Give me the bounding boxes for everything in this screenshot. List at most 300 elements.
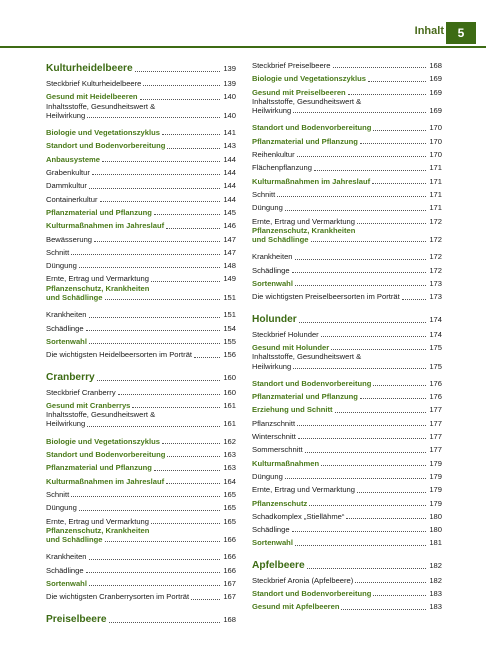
dot-leader — [71, 496, 220, 497]
toc-page-number: 143 — [223, 141, 236, 151]
dot-leader — [373, 130, 426, 131]
toc-page-number: 145 — [223, 207, 236, 217]
toc-entry-title: Die wichtigsten Heidelbeersorten im Porträt — [46, 350, 193, 360]
toc-entry-title: Steckbrief Holunder — [252, 329, 319, 339]
toc-entry-title-line2 — [46, 293, 236, 302]
toc-entry[interactable] — [252, 572, 442, 585]
toc-entry-title: Pflanzmaterial und Pflanzung — [46, 207, 152, 217]
dot-leader — [162, 443, 220, 444]
toc-page-number: 179 — [429, 498, 442, 508]
toc-entry[interactable] — [46, 473, 236, 486]
toc-page-number: 174 — [429, 329, 442, 339]
toc-entry-title: Düngung — [252, 203, 283, 213]
toc-entry[interactable] — [252, 133, 442, 146]
dot-leader — [295, 259, 426, 260]
toc-entry[interactable] — [46, 217, 236, 230]
dot-leader — [102, 161, 220, 162]
dot-leader — [118, 394, 220, 395]
toc-entry[interactable] — [46, 164, 236, 177]
toc-entry[interactable] — [46, 459, 236, 472]
toc-entry[interactable] — [252, 521, 442, 534]
dot-leader — [154, 214, 220, 215]
dot-leader — [97, 380, 220, 381]
dot-leader — [79, 267, 220, 268]
dot-leader — [357, 223, 426, 224]
toc-entry-title: Reihenkultur — [252, 150, 295, 160]
toc-entry-title: Standort und Bodenvorbereitung — [252, 378, 372, 388]
toc-entry-title: Krankheiten — [46, 310, 87, 320]
toc-entry[interactable] — [46, 548, 236, 561]
toc-entry[interactable] — [252, 481, 442, 494]
toc-page-number: 166 — [223, 535, 236, 545]
toc-page-number: 172 — [429, 265, 442, 275]
dot-leader — [162, 134, 220, 135]
toc-page-number: 177 — [429, 418, 442, 428]
toc-page-number: 146 — [223, 221, 236, 231]
toc-entry-title: Standort und Bodenvorbereitung — [252, 123, 372, 133]
dot-leader — [92, 174, 220, 175]
dot-leader — [402, 299, 426, 300]
dot-leader — [151, 523, 220, 524]
toc-entry-title: Pflanzenschutz, Krankheiten — [46, 525, 150, 535]
toc-page-number: 154 — [223, 323, 236, 333]
toc-entry[interactable] — [252, 534, 442, 547]
dot-leader — [89, 188, 220, 189]
toc-entry-title: Kulturmaßnahmen im Jahreslauf — [252, 176, 371, 186]
toc-page-number: 148 — [223, 261, 236, 271]
toc-entry-title: Pflanzmaterial und Pflanzung — [46, 463, 152, 473]
toc-entry[interactable] — [46, 284, 236, 307]
dot-leader — [285, 210, 426, 211]
toc-entry-title-line2 — [252, 106, 442, 115]
toc-page-number: 173 — [429, 292, 442, 302]
toc-entry[interactable] — [46, 177, 236, 190]
toc-page-number: 139 — [223, 79, 236, 88]
toc-entry-title: Biologie und Vegetationszyklus — [252, 74, 366, 84]
toc-page-number: 175 — [429, 361, 442, 371]
toc-entry[interactable] — [46, 75, 236, 88]
toc-entry[interactable] — [46, 433, 236, 446]
toc-page-number: 163 — [223, 463, 236, 473]
page-header — [0, 22, 486, 44]
toc-entry[interactable] — [46, 526, 236, 549]
toc-entry-title: Inhaltsstoffe, Gesundheitswert & — [252, 96, 362, 106]
toc-entry[interactable] — [252, 199, 442, 212]
toc-entry[interactable] — [252, 70, 442, 83]
toc-entry[interactable] — [46, 306, 236, 319]
toc-entry[interactable] — [46, 499, 236, 512]
toc-page-number: 151 — [223, 310, 236, 320]
dot-leader — [295, 285, 426, 286]
toc-entry-title: Die wichtigsten Cranberrysorten im Porträt — [46, 592, 190, 602]
toc-entry-title: Inhaltsstoffe, Gesundheitswert & — [252, 352, 362, 362]
toc-entry-title: Schädlinge — [46, 565, 84, 575]
dot-leader — [89, 343, 220, 344]
dot-leader — [297, 425, 426, 426]
toc-entry-title: Sortenwahl — [252, 279, 293, 289]
dot-leader — [355, 582, 426, 583]
toc-entry-title: Gesund mit Holunder — [252, 342, 330, 352]
dot-leader — [293, 368, 426, 369]
toc-page-number: 155 — [223, 336, 236, 346]
dot-leader — [79, 510, 220, 511]
dot-leader — [357, 492, 426, 493]
toc-page-number: 176 — [429, 392, 442, 402]
toc-entry[interactable] — [252, 275, 442, 288]
dot-leader — [71, 254, 220, 255]
toc-entry[interactable] — [46, 137, 236, 150]
dot-leader — [372, 183, 426, 184]
toc-page-number: 172 — [429, 235, 442, 245]
toc-page-number: 180 — [429, 511, 442, 521]
toc-entry[interactable] — [252, 84, 442, 97]
dot-leader — [360, 398, 426, 399]
toc-page-number: 160 — [223, 372, 236, 382]
toc-page-number: 169 — [429, 74, 442, 84]
toc-entry-title-line2 — [46, 111, 236, 120]
toc-page-number: 163 — [223, 450, 236, 460]
toc-entry-title: Standort und Bodenvorbereitung — [46, 450, 166, 460]
toc-entry-title: Biologie und Vegetationszyklus — [46, 128, 160, 138]
toc-entry-title: Sommerschnitt — [252, 445, 303, 455]
toc-entry-title: Dammkultur — [46, 181, 87, 191]
dot-leader — [105, 299, 220, 300]
dot-leader — [311, 241, 426, 242]
toc-page-number: 175 — [429, 342, 442, 352]
toc-page-number: 176 — [429, 378, 442, 388]
dot-leader — [341, 609, 426, 610]
toc-entry[interactable] — [46, 333, 236, 346]
toc-entry-title: Ernte, Ertrag und Vermarktung — [252, 216, 355, 226]
toc-entry-title: Die wichtigsten Preiselbeersorten im Porträt — [252, 292, 400, 302]
toc-page-number: 140 — [223, 92, 236, 102]
toc-entry[interactable] — [252, 598, 442, 611]
toc-entry[interactable] — [252, 585, 442, 598]
toc-entry-title: Pflanzmaterial und Pflanzung — [252, 392, 358, 402]
toc-entry-title: Sortenwahl — [46, 336, 87, 346]
toc-entry[interactable] — [252, 508, 442, 521]
toc-page-number: 168 — [429, 61, 442, 70]
toc-entry-title: Steckbrief Aronia (Apfelbeere) — [252, 575, 354, 585]
toc-entry-title: Kulturmaßnahmen im Jahreslauf — [46, 221, 165, 231]
toc-page-number: 171 — [429, 203, 442, 213]
toc-page-number: 180 — [429, 525, 442, 535]
toc-entry-title: Ernte, Ertrag und Vermarktung — [46, 274, 149, 284]
toc-entry-title: Kulturmaßnahmen — [252, 458, 320, 468]
toc-entry-title: Gesund mit Preiselbeeren — [252, 87, 346, 97]
toc-page-number: 170 — [429, 136, 442, 146]
toc-entry-title: Pflanzenschutz — [252, 498, 308, 508]
dot-leader — [89, 559, 220, 560]
dot-leader — [166, 483, 220, 484]
toc-chapter-entry[interactable] — [252, 554, 442, 572]
toc-page-number: 171 — [429, 189, 442, 199]
toc-entry-title-line2 — [252, 235, 442, 244]
dot-leader — [94, 241, 220, 242]
toc-entry[interactable] — [252, 468, 442, 481]
dot-leader — [154, 470, 220, 471]
toc-entry[interactable] — [252, 173, 442, 186]
toc-page-number: 165 — [223, 503, 236, 513]
toc-entry[interactable] — [46, 397, 236, 410]
toc-page-number: 169 — [429, 87, 442, 97]
toc-entry-title: Erziehung und Schnitt — [252, 405, 333, 415]
toc-entry-title: Pflanzschnitt — [252, 418, 296, 428]
toc-page-number: 177 — [429, 405, 442, 415]
toc-entry[interactable] — [252, 288, 442, 301]
toc-page-number: 144 — [223, 194, 236, 204]
page-number-badge: 5 — [446, 22, 476, 44]
toc-page-number: 140 — [223, 110, 236, 120]
toc-entry[interactable] — [252, 375, 442, 388]
toc-entry[interactable] — [252, 226, 442, 249]
toc-page-number: 161 — [223, 400, 236, 410]
toc-page-number: 141 — [223, 128, 236, 138]
toc-entry[interactable] — [252, 186, 442, 199]
dot-leader — [191, 599, 220, 600]
toc-entry-title: Grabenkultur — [46, 168, 90, 178]
toc-page-number: 156 — [223, 350, 236, 360]
toc-chapter-entry[interactable] — [46, 608, 236, 626]
toc-page-number: 167 — [223, 592, 236, 602]
toc-entry[interactable] — [252, 119, 442, 132]
toc-page-number: 172 — [429, 252, 442, 262]
toc-page-number: 151 — [223, 293, 236, 303]
dot-leader — [298, 438, 426, 439]
toc-entry-title: Flächenpflanzung — [252, 163, 312, 173]
toc-entry-title: Apfelbeere — [252, 559, 305, 571]
toc-page-number: 182 — [429, 560, 442, 570]
toc-left-column — [46, 57, 236, 626]
toc-page-number: 165 — [223, 516, 236, 526]
dot-leader — [309, 505, 426, 506]
dot-leader — [314, 170, 426, 171]
toc-chapter-entry[interactable] — [46, 57, 236, 75]
toc-entry-title: Standort und Bodenvorbereitung — [252, 588, 372, 598]
toc-entry[interactable] — [252, 352, 442, 375]
toc-entry[interactable] — [46, 486, 236, 499]
dot-leader — [109, 622, 220, 623]
toc-page-number: 174 — [429, 314, 442, 324]
toc-entry-title: Sortenwahl — [252, 538, 293, 548]
toc-entry-title: Düngung — [46, 261, 77, 271]
toc-chapter-entry[interactable] — [46, 366, 236, 384]
dot-leader — [295, 545, 426, 546]
dot-leader — [348, 94, 426, 95]
dot-leader — [293, 112, 426, 113]
toc-entry-title-line2 — [46, 535, 236, 544]
dot-leader — [100, 201, 221, 202]
toc-entry-title: Pflanzenschutz, Krankheiten — [252, 225, 356, 235]
toc-entry-title: Steckbrief Kulturheidelbeere — [46, 79, 142, 88]
toc-page-number: 179 — [429, 485, 442, 495]
toc-page-number: 183 — [429, 588, 442, 598]
dot-leader — [166, 228, 220, 229]
dot-leader — [335, 412, 426, 413]
toc-entry[interactable] — [252, 401, 442, 414]
toc-entry[interactable] — [252, 388, 442, 401]
toc-right-column — [252, 57, 442, 612]
toc-entry-title-cont: Heilwirkung — [252, 361, 292, 371]
toc-entry-title: Sortenwahl — [46, 578, 87, 588]
dot-leader — [89, 317, 220, 318]
toc-page-number: 177 — [429, 432, 442, 442]
toc-entry[interactable] — [46, 204, 236, 217]
dot-leader — [194, 357, 220, 358]
toc-page-number: 167 — [223, 578, 236, 588]
dot-leader — [292, 272, 426, 273]
toc-page-number: 171 — [429, 176, 442, 186]
toc-entry[interactable] — [46, 102, 236, 125]
toc-entry[interactable] — [252, 97, 442, 120]
toc-entry[interactable] — [46, 191, 236, 204]
toc-entry[interactable] — [252, 441, 442, 454]
toc-entry-title: Schadkomplex „Stiellähme“ — [252, 511, 345, 521]
dot-leader — [346, 518, 426, 519]
toc-page-number: 147 — [223, 234, 236, 244]
header-title: Inhalt — [414, 25, 444, 37]
toc-entry-title: Cranberry — [46, 371, 95, 383]
toc-entry-title: Standort und Bodenvorbereitung — [46, 141, 166, 151]
toc-page-number: 144 — [223, 168, 236, 178]
toc-entry[interactable] — [46, 575, 236, 588]
toc-page-number: 144 — [223, 154, 236, 164]
dot-leader — [292, 531, 426, 532]
toc-entry[interactable] — [252, 159, 442, 172]
toc-entry[interactable] — [46, 270, 236, 283]
toc-entry[interactable] — [252, 495, 442, 508]
toc-entry[interactable] — [46, 346, 236, 359]
dot-leader — [132, 407, 220, 408]
toc-entry[interactable] — [46, 384, 236, 397]
dot-leader — [307, 568, 426, 569]
dot-leader — [167, 456, 220, 457]
toc-entry[interactable] — [46, 513, 236, 526]
toc-entry[interactable] — [46, 124, 236, 137]
toc-entry[interactable] — [252, 455, 442, 468]
toc-page-number: 170 — [429, 123, 442, 133]
dot-leader — [368, 81, 426, 82]
toc-entry[interactable] — [252, 339, 442, 352]
toc-entry-title: Pflanzenschutz, Krankheiten — [46, 283, 150, 293]
dot-leader — [87, 117, 220, 118]
toc-page-number: 160 — [223, 387, 236, 397]
toc-page-number: 171 — [429, 163, 442, 173]
dot-leader — [86, 572, 220, 573]
dot-leader — [305, 452, 426, 453]
toc-entry-title-cont: und Schädlinge — [46, 293, 103, 303]
toc-entry-title: Steckbrief Cranberry — [46, 387, 116, 397]
toc-entry-title-cont: und Schädlinge — [46, 535, 103, 545]
toc-entry[interactable] — [46, 244, 236, 257]
toc-entry[interactable] — [46, 446, 236, 459]
dot-leader — [373, 385, 426, 386]
toc-entry-title-cont: und Schädlinge — [252, 235, 309, 245]
dot-leader — [135, 71, 220, 72]
toc-entry[interactable] — [46, 231, 236, 244]
dot-leader — [86, 330, 220, 331]
dot-leader — [333, 67, 426, 68]
toc-page-number: 168 — [223, 614, 236, 624]
toc-entry[interactable] — [46, 562, 236, 575]
toc-page-number: 147 — [223, 247, 236, 257]
toc-entry[interactable] — [252, 146, 442, 159]
toc-page-number: 149 — [223, 274, 236, 284]
dot-leader — [321, 336, 426, 337]
toc-entry-title: Inhaltsstoffe, Gesundheitswert & — [46, 410, 156, 420]
dot-leader — [297, 156, 426, 157]
toc-entry-title: Biologie und Vegetationszyklus — [46, 436, 160, 446]
toc-entry-title: Schnitt — [46, 247, 70, 257]
toc-entry[interactable] — [46, 588, 236, 601]
dot-leader — [89, 585, 220, 586]
toc-entry-title: Kulturheidelbeere — [46, 63, 133, 74]
toc-entry-title: Anbausysteme — [46, 154, 101, 164]
toc-entry-title: Gesund mit Apfelbeeren — [252, 602, 340, 612]
toc-page-number: 144 — [223, 181, 236, 191]
toc-entry-title: Ernte, Ertrag und Vermarktung — [252, 485, 355, 495]
toc-entry[interactable] — [252, 262, 442, 275]
toc-entry-title: Steckbrief Preiselbeere — [252, 61, 331, 70]
toc-entry-title-line2 — [46, 419, 236, 428]
toc-entry[interactable] — [252, 428, 442, 441]
toc-entry-title: Gesund mit Cranberrys — [46, 400, 131, 410]
toc-entry-title: Krankheiten — [252, 252, 293, 262]
toc-entry-title: Düngung — [252, 471, 283, 481]
dot-leader — [285, 478, 426, 479]
toc-entry-title: Krankheiten — [46, 552, 87, 562]
toc-entry-title: Düngung — [46, 503, 77, 513]
dot-leader — [331, 349, 426, 350]
toc-page-number: 173 — [429, 279, 442, 289]
toc-entry[interactable] — [46, 410, 236, 433]
toc-entry[interactable] — [46, 88, 236, 101]
toc-page-number: 169 — [429, 106, 442, 116]
toc-entry-title: Schädlinge — [46, 323, 84, 333]
toc-entry-title-cont: Heilwirkung — [46, 419, 86, 429]
toc-entry[interactable] — [252, 57, 442, 70]
dot-leader — [151, 281, 220, 282]
toc-entry-title: Containerkultur — [46, 194, 98, 204]
toc-entry[interactable] — [252, 415, 442, 428]
toc-entry-title: Preiselbeere — [46, 613, 107, 625]
toc-entry-title: Schädlinge — [252, 525, 290, 535]
toc-page-number: 166 — [223, 565, 236, 575]
toc-page-number: 161 — [223, 419, 236, 429]
toc-page-number: 172 — [429, 216, 442, 226]
dot-leader — [167, 148, 220, 149]
toc-entry-title: Gesund mit Heidelbeeren — [46, 92, 138, 102]
toc-entry[interactable] — [252, 326, 442, 339]
toc-entry[interactable] — [46, 257, 236, 270]
toc-entry-title: Schnitt — [46, 489, 70, 499]
dot-leader — [321, 465, 426, 466]
toc-page-number: 179 — [429, 471, 442, 481]
toc-entry[interactable] — [46, 151, 236, 164]
toc-entry-title-cont: Heilwirkung — [46, 110, 86, 120]
toc-entry[interactable] — [252, 213, 442, 226]
toc-entry[interactable] — [46, 320, 236, 333]
toc-page-number: 177 — [429, 445, 442, 455]
toc-entry-title: Ernte, Ertrag und Vermarktung — [46, 516, 149, 526]
toc-page-number: 166 — [223, 552, 236, 562]
toc-chapter-entry[interactable] — [252, 308, 442, 326]
toc-page-number: 162 — [223, 436, 236, 446]
toc-entry[interactable] — [252, 248, 442, 261]
dot-leader — [140, 99, 220, 100]
dot-leader — [143, 85, 220, 86]
toc-page-number: 165 — [223, 489, 236, 499]
